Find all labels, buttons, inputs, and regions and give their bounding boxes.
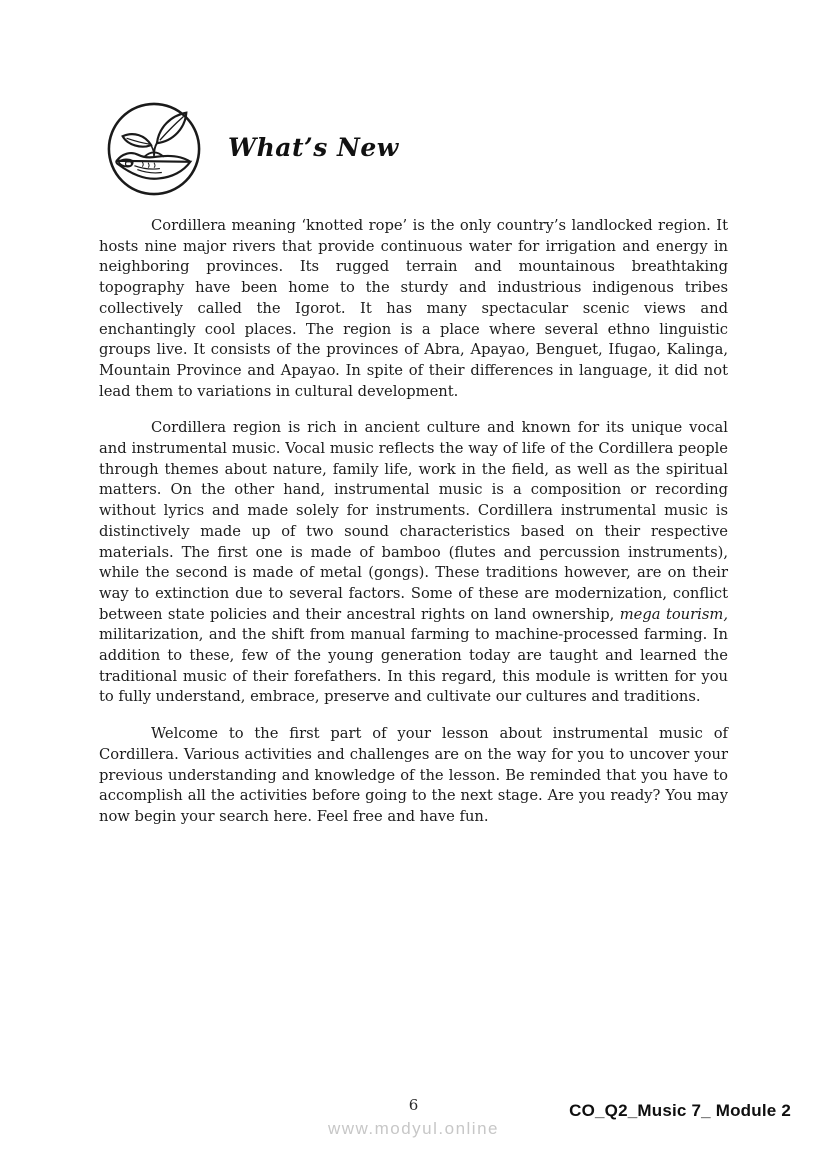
paragraph-2-text-before: Cordillera region is rich in ancient culture and known for its unique vocal and instrumental music. Vocal music reflects the way of life of the Cordillera people through themes about nature, family life, work in the field, as well as the spiritual matters. On the other hand, instrumental music is a composition or recording without lyrics and made solely for instruments. Cordillera instrumental music is distinctively made up of two sound characteristics based on their respective materials. The first one is made of bamboo (flutes and percussion instruments), while the second is made of metal (gongs). These traditions however, are on their way to extinction due to several factors. Some of these are modernization, conflict between state policies and their ancestral rights on land ownership, [99,419,728,623]
italic-phrase: mega tourism, [619,605,728,623]
page-title: What’s New [228,133,399,162]
watermark: www.modyul.online [327,1119,499,1138]
page-number: 6 [408,1096,419,1114]
body-content [99,216,728,844]
paragraph-2-text-after: militarization, and the shift from manual farming to machine-processed farming. In addition to these, few of the young generation today are taught and learned the traditional music of their forefathers. In this regard, this module is written for you to fully understand, embrace, preserve and cultivate our cultures and traditions. [99,626,728,706]
paragraph-1: Cordillera meaning ‘knotted rope’ is the only country’s landlocked region. It hosts nine major rivers that provide continuous water for irrigation and energy in neighboring provinces. Its rugged terrain and mountainous breathtaking topography have been home to the sturdy and industrious indigenous tribes collectively called the Igorot. It has many spectacular scenic views and enchantingly cool places. The region is a place where several ethno linguistic groups live. It consists of the provinces of Abra, Apayao, Benguet, Ifugao, Kalinga, Mountain Province and Apayao. In spite of their differences in language, it did not lead them to variations in cultural development. [99,217,728,400]
paragraph-2 [99,418,728,708]
paragraph-3: Welcome to the first part of your lesson about instrumental music of Cordillera. Various activities and challenges are on the way for you to uncover your previous understanding and knowledge of the lesson. Be reminded that you have to accomplish all the activities before going to the next stage. Are you ready? You may now begin your search here. Feel free and have fun. [99,725,728,825]
hand-holding-sprout-icon [105,100,203,198]
module-label: CO_Q2_Music 7_ Module 2 [569,1101,791,1120]
